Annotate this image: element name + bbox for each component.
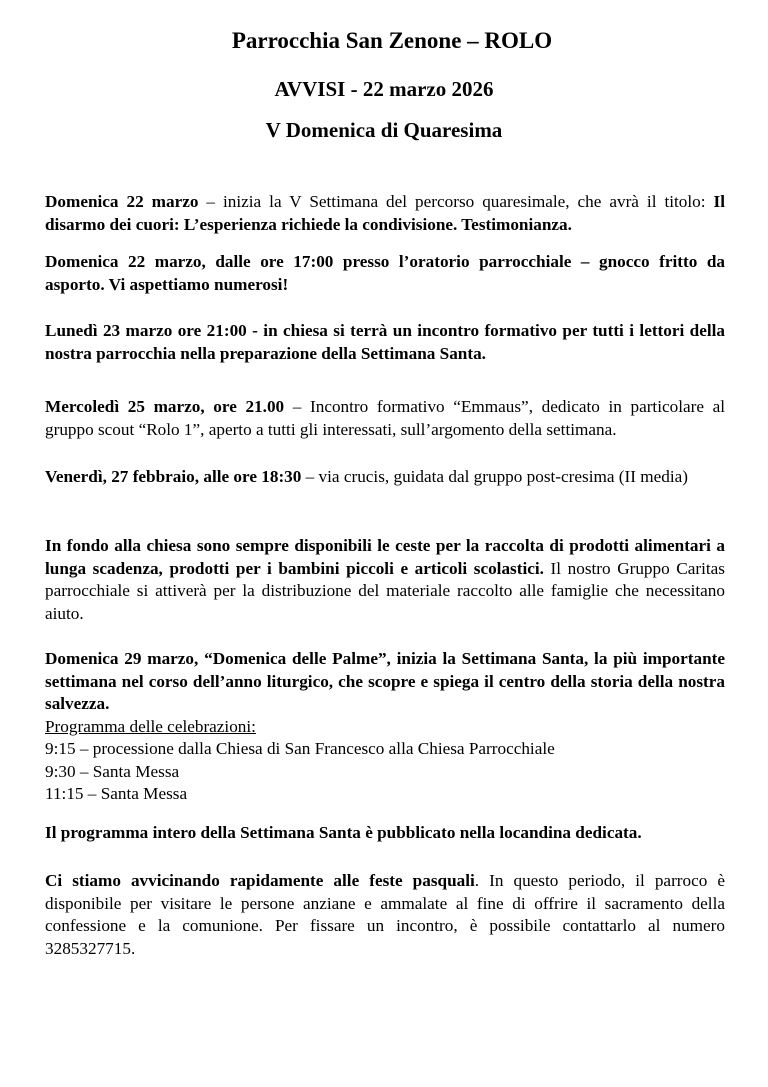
notice-gnocco-fritto <box>45 251 725 296</box>
notice-text: . In questo periodo, il parroco è disponibile per visitare le persone anziane e ammalate al fine di offrire il sacramento della confessione e la comunione. Per fissare un incontro, è possibile contattarlo al numero 3285327715. <box>45 871 725 958</box>
notices-date-heading: AVVISI - 22 marzo 2026 <box>274 77 494 101</box>
program-item: 9:15 – processione dalla Chiesa di San Francesco alla Chiesa Parrocchiale <box>45 739 555 758</box>
notice-lent-week <box>45 191 725 236</box>
notice-text-bold: In fondo alla chiesa sono sempre disponibili le ceste per la raccolta di prodotti alimentari a lunga scadenza, prodotti per i bambini piccoli e articoli scolastici. <box>45 536 725 578</box>
notice-text-bold <box>45 648 725 716</box>
notice-holy-week-program <box>45 822 725 845</box>
notice-date: Domenica 22 marzo <box>45 192 199 211</box>
program-item: 11:15 – Santa Messa <box>45 784 188 803</box>
notice-text: – Incontro formativo “Emmaus”, dedicato in particolare al gruppo scout “Rolo 1”, aperto a tutti gli interessati, sull’argomento della settimana. <box>45 397 725 439</box>
notice-text: Il programma intero della Settimana Santa è pubblicato nella locandina dedicata. <box>45 823 642 842</box>
notice-text: – via crucis, guidata dal gruppo post-cresima (II media) <box>301 467 688 486</box>
program-item: 9:30 – Santa Messa <box>45 761 180 781</box>
palm-sunday-description: Domenica 29 marzo, “Domenica delle Palme”, inizia la Settimana Santa, la più importante settimana nel corso dell’anno liturgico, che scopre e spiega il centro della storia della nostra salvezza. <box>45 649 725 713</box>
notice-text-bold: Ci stiamo avvicinando rapidamente alle feste pasquali <box>45 871 475 890</box>
liturgical-day-heading: V Domenica di Quaresima <box>265 118 503 142</box>
program-heading: Programma delle celebrazioni: <box>45 716 256 736</box>
notice-text: Domenica 22 marzo, dalle ore 17:00 presso l’oratorio parrocchiale – gnocco fritto da asporto. Vi aspettiamo numerosi! <box>45 252 725 294</box>
notice-date: Venerdì, 27 febbraio, alle ore 18:30 <box>45 467 302 486</box>
notice-priest-visits <box>45 870 725 960</box>
notice-caritas-collection <box>45 535 725 625</box>
notice-via-crucis <box>45 466 725 489</box>
notice-palm-sunday <box>45 648 725 806</box>
notice-text: Il nostro Gruppo Caritas parrocchiale si attiverà per la distribuzione del materiale raccolto alle famiglie che necessitano aiuto. <box>45 558 725 623</box>
notice-text: Lunedì 23 marzo ore 21:00 - in chiesa si terrà un incontro formativo per tutti i lettori della nostra parrocchia nella preparazione della Settimana Santa. <box>45 321 725 363</box>
notice-emmaus-meeting <box>45 396 725 441</box>
notice-text: – inizia la V Settimana del percorso quaresimale, che avrà il titolo: <box>198 192 714 211</box>
notice-readers-meeting <box>45 320 725 365</box>
notice-date: Mercoledì 25 marzo, ore 21.00 <box>45 397 285 416</box>
week-theme: Il disarmo dei cuori: L’esperienza richiede la condivisione. Testimonianza. <box>45 192 725 234</box>
parish-title: Parrocchia San Zenone – ROLO <box>231 28 553 53</box>
